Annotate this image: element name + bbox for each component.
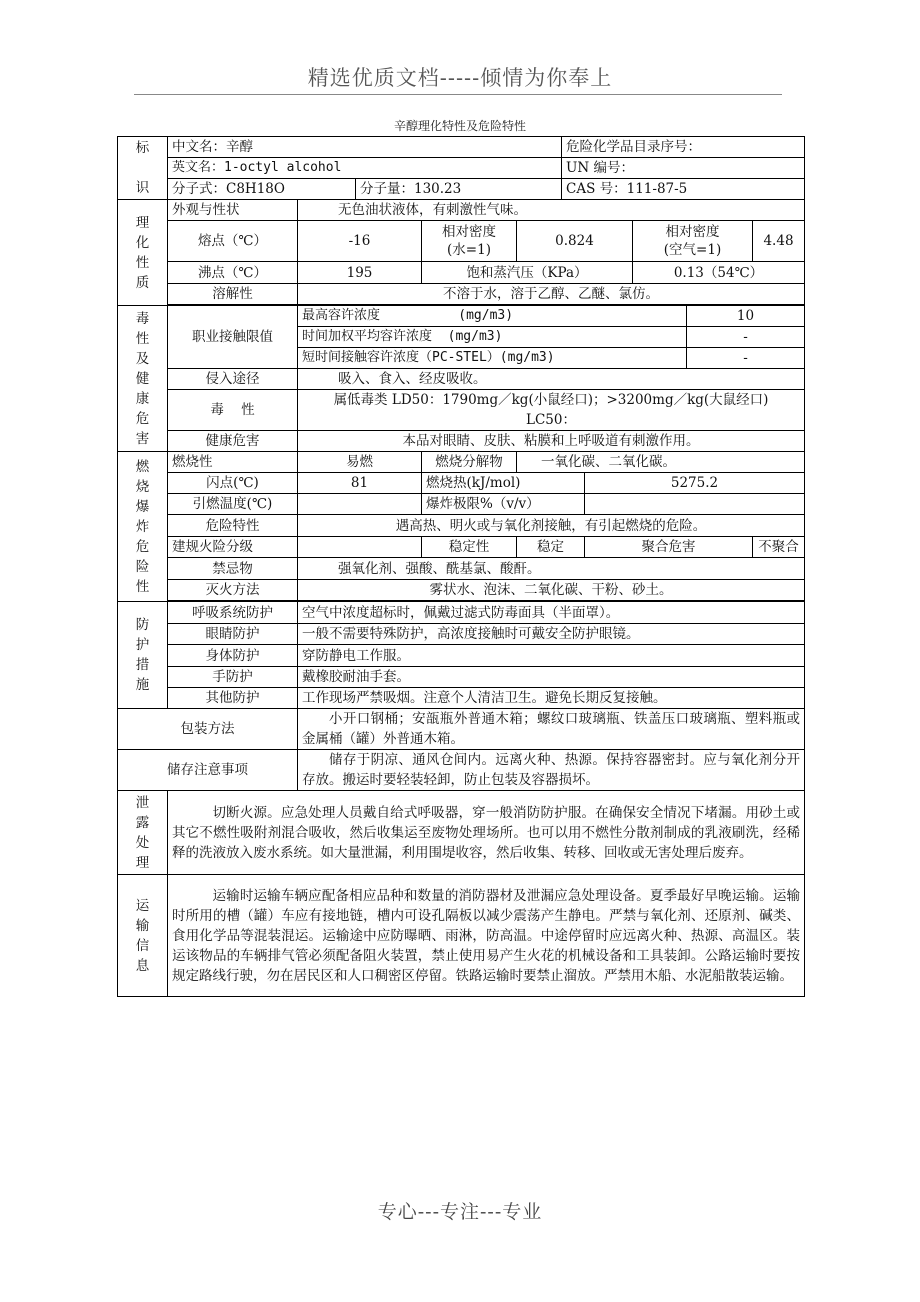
flash-point-value: 81 [298,473,422,494]
flash-point-label: 闪点(℃) [168,473,298,494]
other-protection-value: 工作现场严禁吸烟。注意个人清洁卫生。避免长期反复接触。 [298,688,805,709]
combustion-products-label: 燃烧分解物 [422,452,517,473]
eye-protection-value: 一般不需要特殊防护，高浓度接触时可戴安全防护眼镜。 [298,624,805,645]
fire-hazard-label: 危险特性 [168,515,298,537]
page-footer: 专心---专注---专业 [377,1201,543,1223]
vapor-pressure-label: 饱和蒸汽压（KPa） [422,262,633,284]
vapor-pressure-value: 0.13（54℃） [633,262,805,284]
storage-value: 储存于阴凉、通风仓间内。远离火种、热源。保持容器密封。应与氧化剂分开存放。搬运时要轻装轻卸，防止包装及容器损坏。 [298,750,805,791]
cn-name: 中文名：辛醇 [168,137,562,158]
packaging-value: 小开口钢桶；安瓿瓶外普通木箱；螺纹口玻璃瓶、铁盖压口玻璃瓶、塑料瓶或金属桶（罐）外普通木箱。 [298,709,805,750]
incompatible-label: 禁忌物 [168,558,298,580]
twa-label: 时间加权平均容许浓度 (mg/m3) [298,327,687,348]
twa-value: - [687,327,805,348]
header-divider [134,94,782,95]
hand-protection-value: 戴橡胶耐油手套。 [298,667,805,688]
extinguish-value: 雾状水、泡沫、二氧化碳、干粉、砂土。 [298,580,805,601]
explosion-limit-value [585,494,805,515]
melting-point-label: 熔点（℃） [168,221,298,262]
section-fire: 燃 烧 爆 炸 危 险 性 [118,452,168,602]
flammability-label: 燃烧性 [168,452,298,473]
molecular-formula: 分子式：C8H18O [168,179,356,200]
route-value: 吸入、食入、经皮吸收。 [298,369,805,390]
toxicity-label: 毒 性 [168,390,298,431]
stability-label: 稳定性 [422,537,517,558]
exposure-limit-label: 职业接触限值 [168,306,298,369]
molecular-weight: 分子量：130.23 [356,179,562,200]
fire-class-label: 建规火险分级 [168,537,298,558]
respiratory-value: 空气中浓度超标时，佩戴过滤式防毒面具（半面罩）。 [298,602,805,624]
polymerization-label: 聚合危害 [585,537,753,558]
boiling-point-label: 沸点（℃） [168,262,298,284]
rel-density-water-label: 相对密度 (水=1) [422,221,517,262]
fire-class-value [298,537,422,558]
document-title: 辛醇理化特性及危险特性 [393,119,526,133]
eye-protection-label: 眼睛防护 [168,624,298,645]
hazard-catalog-no: 危险化学品目录序号： [562,137,805,158]
section-toxicity: 毒 性 及 健 康 危 害 [118,306,168,452]
storage-label: 储存注意事项 [118,750,298,791]
health-hazard-value: 本品对眼睛、皮肤、粘膜和上呼吸道有刺激作用。 [298,431,805,452]
stel-label: 短时间接触容许浓度（PC-STEL）(mg/m3) [298,348,687,369]
en-name: 英文名：1-octyl alcohol [168,158,562,179]
section-identity: 标 识 [118,137,168,200]
other-protection-label: 其他防护 [168,688,298,709]
transport-value: 运输时运输车辆应配备相应品种和数量的消防器材及泄漏应急处理设备。夏季最好早晚运输。运输时所用的槽（罐）车应有接地链，槽内可设孔隔板以减少震荡产生静电。严禁与氧化剂、还原剂、碱类、食用化学品等混装混运。运输途中应防曝晒、雨淋，防高温。中途停留时应远离火种、热源、高温区。装运该物品的车辆排气管必须配备阻火装置，禁止使用易产生火花的机械设备和工具装卸。公路运输时要按规定路线行驶，勿在居民区和人口稠密区停留。铁路运输时要禁止溜放。严禁用木船、水泥船散装运输。 [168,875,805,997]
mac-value: 10 [687,306,805,327]
polymerization-value: 不聚合 [753,537,805,558]
combustion-products-value: 一氧化碳、二氧化碳。 [517,452,805,473]
autoignition-label: 引燃温度(℃) [168,494,298,515]
stability-value: 稳定 [517,537,585,558]
autoignition-value [298,494,422,515]
section-physchem: 理 化 性 质 [118,200,168,306]
solubility-value: 不溶于水，溶于乙醇、乙醚、氯仿。 [298,284,805,305]
packaging-label: 包装方法 [118,709,298,750]
route-label: 侵入途径 [168,369,298,390]
cas-number: CAS 号：111-87-5 [562,179,805,200]
rel-density-air-value: 4.48 [753,221,805,262]
health-hazard-label: 健康危害 [168,431,298,452]
explosion-limit-label: 爆炸极限%（v/v） [422,494,585,515]
extinguish-label: 灭火方法 [168,580,298,601]
stel-value: - [687,348,805,369]
appearance-label: 外观与性状 [168,200,298,221]
solubility-label: 溶解性 [168,284,298,305]
appearance-value: 无色油状液体，有刺激性气味。 [298,200,805,221]
msds-table [117,136,805,997]
fire-hazard-value: 遇高热、明火或与氧化剂接触，有引起燃烧的危险。 [298,515,805,537]
leak-handling-value: 切断火源。应急处理人员戴自给式呼吸器，穿一般消防防护服。在确保安全情况下堵漏。用砂土或其它不燃性吸附剂混合吸收，然后收集运至废物处理场所。也可以用不燃性分散剂制成的乳液刷洗，经稀释的洗液放入废水系统。如大量泄漏，利用围堤收容，然后收集、转移、回收或无害处理后废弃。 [168,791,805,875]
heat-label: 燃烧热(kJ/mol) [422,473,585,494]
respiratory-label: 呼吸系统防护 [168,602,298,624]
hand-protection-label: 手防护 [168,667,298,688]
section-protection: 防 护 措 施 [118,602,168,709]
section-leak: 泄 露 处 理 [118,791,168,875]
flammability-value: 易燃 [298,452,422,473]
mac-label: 最高容许浓度 (mg/m3) [298,306,687,327]
melting-point-value: -16 [298,221,422,262]
boiling-point-value: 195 [298,262,422,284]
toxicity-value: 属低毒类 LD50：1790mg／kg(小鼠经口)；>3200mg／kg(大鼠经口) LC50： [298,390,805,431]
heat-value: 5275.2 [585,473,805,494]
section-transport: 运 输 信 息 [118,875,168,997]
un-number: UN 编号： [562,158,805,179]
body-protection-value: 穿防静电工作服。 [298,645,805,667]
page-header-title: 精选优质文档-----倾情为你奉上 [307,66,613,90]
body-protection-label: 身体防护 [168,645,298,667]
incompatible-value: 强氧化剂、强酸、酰基氯、酸酐。 [298,558,805,580]
rel-density-air-label: 相对密度 (空气=1) [633,221,753,262]
rel-density-water-value: 0.824 [517,221,633,262]
